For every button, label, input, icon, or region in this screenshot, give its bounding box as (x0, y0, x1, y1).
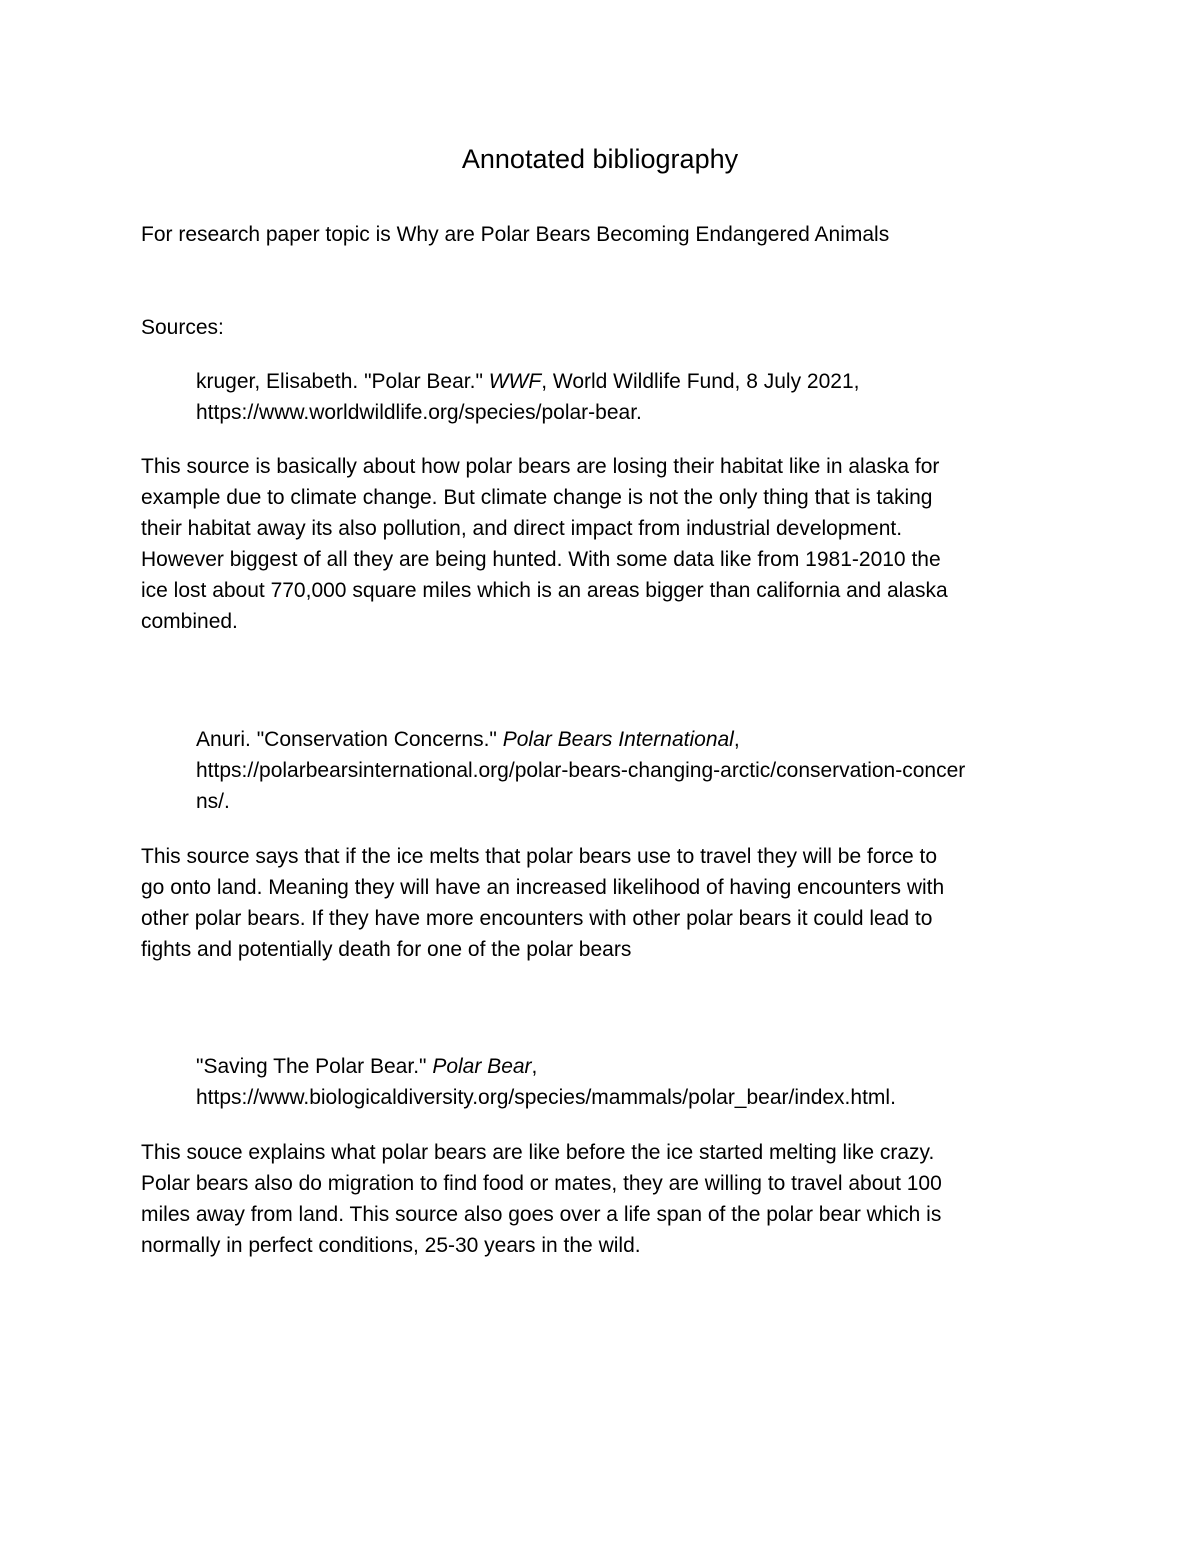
citation-1 (196, 366, 1076, 428)
citation-line (196, 724, 1076, 755)
annotation-line: This source is basically about how polar bears are losing their habitat like in alaska for (141, 455, 940, 478)
citation-url: https://polarbearsinternational.org/polar-bears-changing-arctic/conservation-concer (196, 759, 966, 782)
citation-container-title: WWF (488, 370, 542, 393)
annotation-line: fights and potentially death for one of the polar bears (141, 938, 632, 961)
citation-text: kruger, Elisabeth. "Polar Bear." (196, 370, 489, 393)
citation-url: https://www.biologicaldiversity.org/species/mammals/polar_bear/index.html. (196, 1086, 896, 1109)
citation-url: https://www.worldwildlife.org/species/polar-bear. (196, 401, 642, 424)
citation-container-title: Polar Bears International (502, 728, 734, 751)
annotation-line: However biggest of all they are being hunted. With some data like from 1981-2010 the (141, 548, 941, 571)
annotation-1 (141, 451, 1071, 637)
citation-text: , (733, 728, 740, 751)
citation-text: Anuri. "Conservation Concerns." (196, 728, 503, 751)
citation-3 (196, 1051, 1076, 1113)
annotation-line: normally in perfect conditions, 25-30 years in the wild. (141, 1234, 641, 1257)
document-title: Annotated bibliography (461, 144, 739, 174)
citation-2 (196, 724, 1076, 817)
annotation-3 (141, 1137, 1071, 1261)
citation-text: , World Wildlife Fund, 8 July 2021, (541, 370, 860, 393)
sources-label: Sources: (141, 316, 224, 339)
annotation-line: Polar bears also do migration to find food or mates, they are willing to travel about 100 (141, 1172, 942, 1195)
annotation-line: This souce explains what polar bears are like before the ice started melting like crazy. (141, 1141, 935, 1164)
citation-line (196, 366, 1076, 397)
citation-text: "Saving The Polar Bear." (196, 1055, 433, 1078)
citation-line (196, 1051, 1076, 1082)
research-topic: For research paper topic is Why are Polar Bears Becoming Endangered Animals (141, 223, 890, 246)
annotation-line: their habitat away its also pollution, and direct impact from industrial development. (141, 517, 903, 540)
annotation-line: example due to climate change. But climate change is not the only thing that is taking (141, 486, 933, 509)
citation-text: , (531, 1055, 538, 1078)
citation-container-title: Polar Bear (432, 1055, 532, 1078)
annotation-line: combined. (141, 610, 238, 633)
annotation-line: This source says that if the ice melts that polar bears use to travel they will be force to (141, 845, 938, 868)
annotation-line: other polar bears. If they have more encounters with other polar bears it could lead to (141, 907, 933, 930)
annotation-2 (141, 841, 1071, 965)
annotation-line: ice lost about 770,000 square miles which is an areas bigger than california and alaska (141, 579, 948, 602)
annotation-line: go onto land. Meaning they will have an increased likelihood of having encounters with (141, 876, 945, 899)
citation-url: ns/. (196, 790, 230, 813)
annotation-line: miles away from land. This source also goes over a life span of the polar bear which is (141, 1203, 942, 1226)
